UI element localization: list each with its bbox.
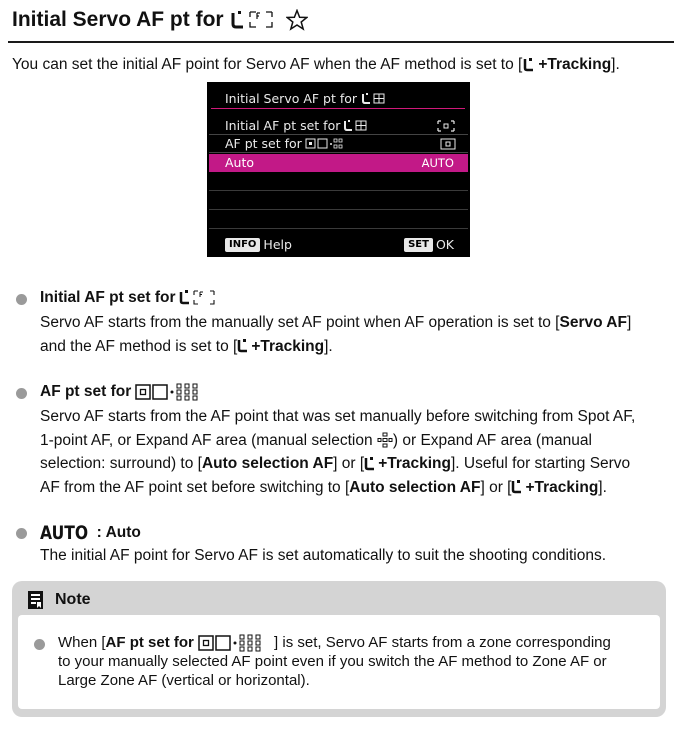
item-heading: Initial AF pt set for (40, 289, 217, 307)
page-title-text: Initial Servo AF pt for (12, 8, 224, 31)
item-body: Servo AF starts from the AF point that was set manually before switching from Spot AF, 1-point AF, or Expand AF area (manual selection ) or Expand AF area (manual selection: surround) to [ Auto selection AF ] or [ +Tracking ]. Useful for starting Servo AF from the AF point set before switching to [ Auto selection AF ] or [ +Tracking ]. (40, 408, 636, 496)
face-tracking-icon (343, 119, 369, 132)
info-badge: INFO (225, 238, 260, 252)
face-tracking-icon (511, 479, 525, 495)
camera-menu-footer (209, 234, 468, 254)
bullet-icon (16, 528, 27, 539)
initial-point-icon (436, 120, 456, 132)
menu-row-initial-af-pt[interactable]: Initial AF pt set for (209, 117, 468, 135)
bullet-icon (16, 294, 27, 305)
item-body: The initial AF point for Servo AF is set automatically to suit the shooting conditions. (40, 547, 607, 564)
note-header (28, 591, 91, 609)
camera-menu-title: Initial Servo AF pt for (225, 91, 387, 106)
face-tracking-initial-icon (230, 9, 280, 31)
menu-row-empty (209, 192, 468, 210)
note-title: Note (55, 591, 91, 608)
menu-row-empty (209, 173, 468, 191)
af-area-modes-icon (198, 634, 274, 652)
set-badge: SET (404, 238, 433, 252)
bullet-icon (34, 639, 45, 650)
note-content (18, 615, 660, 709)
face-tracking-icon (361, 92, 387, 105)
item-body: Servo AF starts from the manually set AF point when AF operation is set to [ Servo AF ] and the AF method is set to [ +Tracking ]. (40, 314, 632, 355)
title-divider (8, 41, 674, 43)
camera-menu-screen (207, 82, 470, 257)
intro-text: You can set the initial AF point for Servo AF when the AF method is set to [ +Tracking]. (12, 56, 620, 73)
auto-value: AUTO (421, 155, 454, 170)
star-icon (286, 9, 308, 31)
face-tracking-icon (522, 57, 538, 73)
menu-row-af-pt-set-for[interactable]: AF pt set for (209, 135, 468, 153)
bullet-icon (16, 388, 27, 399)
note-box (12, 581, 666, 717)
menu-row-empty (209, 211, 468, 229)
face-tracking-icon (237, 338, 251, 354)
page-title (12, 8, 308, 32)
ok-button[interactable]: SET OK (404, 237, 454, 252)
menu-row-auto[interactable]: Auto AUTO (209, 154, 468, 172)
face-tracking-initial-icon (179, 289, 217, 307)
note-icon (28, 591, 43, 609)
af-area-modes-icon (135, 383, 211, 401)
item-heading: AF pt set for (40, 383, 211, 401)
camera-menu-title-rule (211, 108, 465, 109)
help-button[interactable]: INFO Help (225, 237, 292, 252)
auto-icon: AUTO (40, 522, 89, 544)
face-tracking-icon (364, 456, 378, 472)
spot-point-icon (440, 138, 456, 150)
item-heading: AUTO : Auto (40, 522, 141, 544)
note-text: When [ AF pt set for ] is set, Servo AF starts from a zone corresponding to your manually selected AF point even if you switch the AF method to Zone AF or Large Zone AF (vertical or horizontal). (58, 634, 611, 689)
expand-af-area-icon (377, 432, 393, 448)
af-area-modes-icon (305, 138, 345, 150)
